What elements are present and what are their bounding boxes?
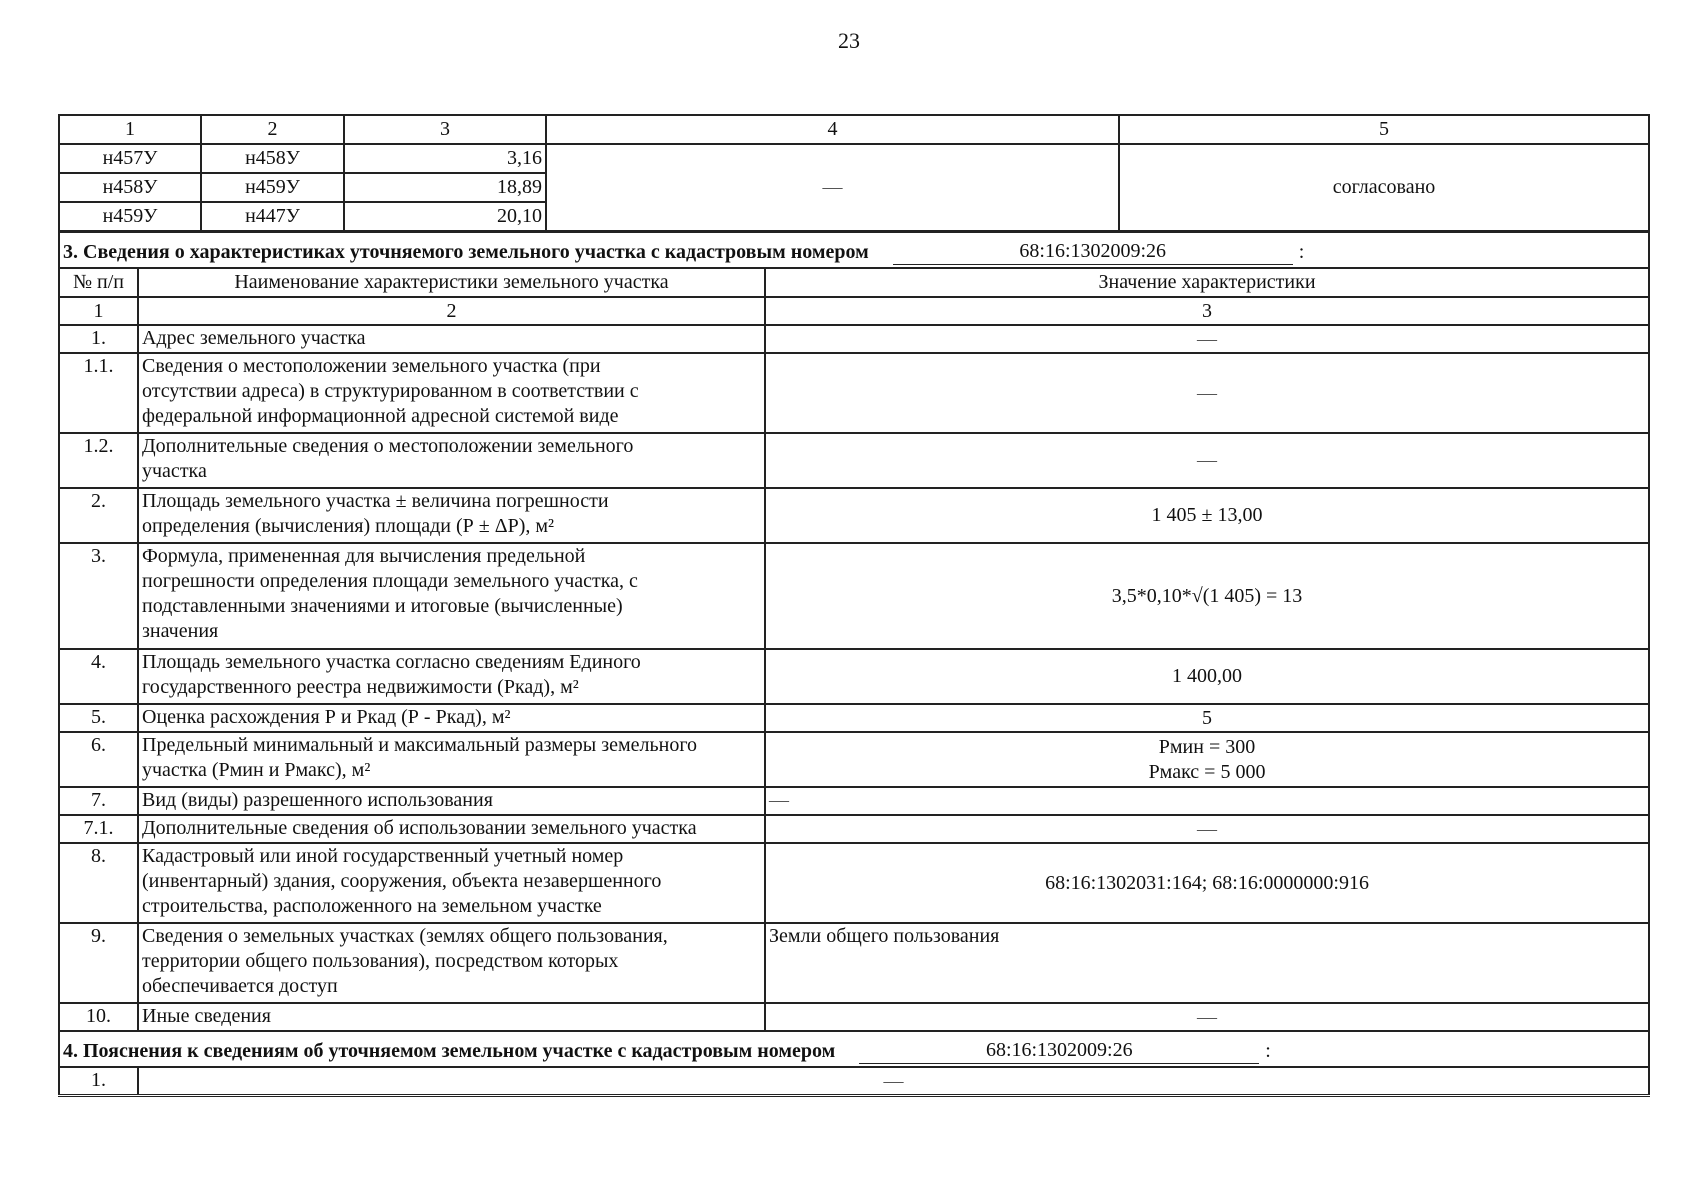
- table-row: [59, 815, 1649, 843]
- characteristic-name: Иные сведения: [138, 1003, 765, 1031]
- point-from: н457У: [59, 144, 201, 173]
- segment-length: 3,16: [344, 144, 546, 173]
- characteristic-name: Дополнительные сведения об использовании земельного участка: [138, 815, 765, 843]
- boundary-segments-table: [58, 114, 1650, 232]
- table-row: [59, 649, 1649, 704]
- characteristic-name: Адрес земельного участка: [138, 325, 765, 353]
- table-row: [59, 704, 1649, 732]
- characteristic-value: —: [765, 353, 1649, 433]
- characteristic-name: Сведения о земельных участках (землях общего пользования, территории общего пользования), посредством которых обеспечивается доступ: [138, 923, 765, 1003]
- characteristic-value: 1 405 ± 13,00: [765, 488, 1649, 543]
- col-number: 3: [344, 115, 546, 144]
- row-number: 2.: [59, 488, 138, 543]
- segment-length: 20,10: [344, 202, 546, 231]
- characteristic-value: —: [765, 815, 1649, 843]
- table-row: [59, 1003, 1649, 1031]
- table-row: [59, 923, 1649, 1003]
- page-number: 23: [838, 28, 860, 53]
- characteristic-name: Дополнительные сведения о местоположении земельного участка: [138, 433, 765, 488]
- section3-cadastral-number: 68:16:1302009:26: [893, 239, 1293, 265]
- header-name: Наименование характеристики земельного участка: [138, 268, 765, 297]
- column-number-row: [59, 297, 1649, 325]
- characteristic-value: 68:16:1302031:164; 68:16:0000000:916: [765, 843, 1649, 923]
- characteristic-name: Оценка расхождения Р и Ркад (Р - Ркад), м²: [138, 704, 765, 732]
- point-to: н447У: [201, 202, 344, 231]
- row-number: 1.1.: [59, 353, 138, 433]
- section4-title: 4. Пояснения к сведениям об уточняемом земельном участке с кадастровым номером: [63, 1040, 836, 1062]
- characteristic-name: Предельный минимальный и максимальный размеры земельного участка (Рмин и Рмакс), м²: [138, 732, 765, 787]
- characteristic-name: Площадь земельного участка согласно сведениям Единого государственного реестра недвижимости (Ркад), м²: [138, 649, 765, 704]
- table-row: [59, 732, 1649, 787]
- characteristics-table: [58, 231, 1650, 1097]
- section3-title-row: [59, 232, 1649, 268]
- col-number: 3: [765, 297, 1649, 325]
- row-number: 4.: [59, 649, 138, 704]
- row-number: 3.: [59, 543, 138, 649]
- characteristic-name: Вид (виды) разрешенного использования: [138, 787, 765, 815]
- characteristic-value: 3,5*0,10*√(1 405) = 13: [765, 543, 1649, 649]
- section4-colon: :: [1265, 1040, 1271, 1062]
- characteristic-name: Формула, примененная для вычисления предельной погрешности определения площади земельного участка, с подставленными значениями и итоговые (вычисленные) значения: [138, 543, 765, 649]
- table-row: [59, 787, 1649, 815]
- table-row: [59, 488, 1649, 543]
- row-number: 8.: [59, 843, 138, 923]
- segment-length: 18,89: [344, 173, 546, 202]
- col-number: 2: [138, 297, 765, 325]
- table-row: [59, 433, 1649, 488]
- row-number: 5.: [59, 704, 138, 732]
- point-to: н458У: [201, 144, 344, 173]
- section3-colon: :: [1298, 241, 1305, 263]
- table-row: [59, 353, 1649, 433]
- column-number-row: [59, 115, 1649, 144]
- col-number: 1: [59, 115, 201, 144]
- row-number: 1.: [59, 325, 138, 353]
- characteristic-name: Площадь земельного участка ± величина погрешности определения (вычисления) площади (Р ± ΔР), м²: [138, 488, 765, 543]
- point-to: н459У: [201, 173, 344, 202]
- characteristic-value: —: [765, 433, 1649, 488]
- characteristic-name: Сведения о местоположении земельного участка (при отсутствии адреса) в структурированном в соответствии с федеральной информационной адресной системой виде: [138, 353, 765, 433]
- explanation-value: —: [138, 1067, 1649, 1096]
- col-number: 5: [1119, 115, 1649, 144]
- table-row: [59, 543, 1649, 649]
- point-from: н458У: [59, 173, 201, 202]
- header-row: [59, 268, 1649, 297]
- table-row: [59, 843, 1649, 923]
- col4-value: —: [546, 144, 1119, 231]
- row-number: 10.: [59, 1003, 138, 1031]
- header-num: № п/п: [59, 268, 138, 297]
- characteristic-value: 1 400,00: [765, 649, 1649, 704]
- characteristic-value: —: [765, 325, 1649, 353]
- row-number: 7.: [59, 787, 138, 815]
- characteristic-name: Кадастровый или иной государственный учетный номер (инвентарный) здания, сооружения, объекта незавершенного строительства, расположенного на земельном участке: [138, 843, 765, 923]
- row-number: 6.: [59, 732, 138, 787]
- characteristic-value: —: [765, 1003, 1649, 1031]
- section3-title: 3. Сведения о характеристиках уточняемого земельного участка с кадастровым номером: [63, 241, 869, 263]
- characteristic-value: Земли общего пользования: [765, 923, 1649, 1003]
- col-number: 2: [201, 115, 344, 144]
- approval-status: согласовано: [1119, 144, 1649, 231]
- row-number: 9.: [59, 923, 138, 1003]
- section4-title-row: [59, 1031, 1649, 1067]
- table-row: [59, 325, 1649, 353]
- section4-cadastral-number: 68:16:1302009:26: [859, 1038, 1259, 1064]
- col-number: 4: [546, 115, 1119, 144]
- row-number: 1.: [59, 1067, 138, 1096]
- table-row: [59, 144, 1649, 173]
- characteristic-value: Рмин = 300 Рмакс = 5 000: [765, 732, 1649, 787]
- col-number: 1: [59, 297, 138, 325]
- characteristic-value: —: [765, 787, 1649, 815]
- table-row: [59, 1067, 1649, 1096]
- characteristic-value: 5: [765, 704, 1649, 732]
- point-from: н459У: [59, 202, 201, 231]
- row-number: 1.2.: [59, 433, 138, 488]
- row-number: 7.1.: [59, 815, 138, 843]
- header-value: Значение характеристики: [765, 268, 1649, 297]
